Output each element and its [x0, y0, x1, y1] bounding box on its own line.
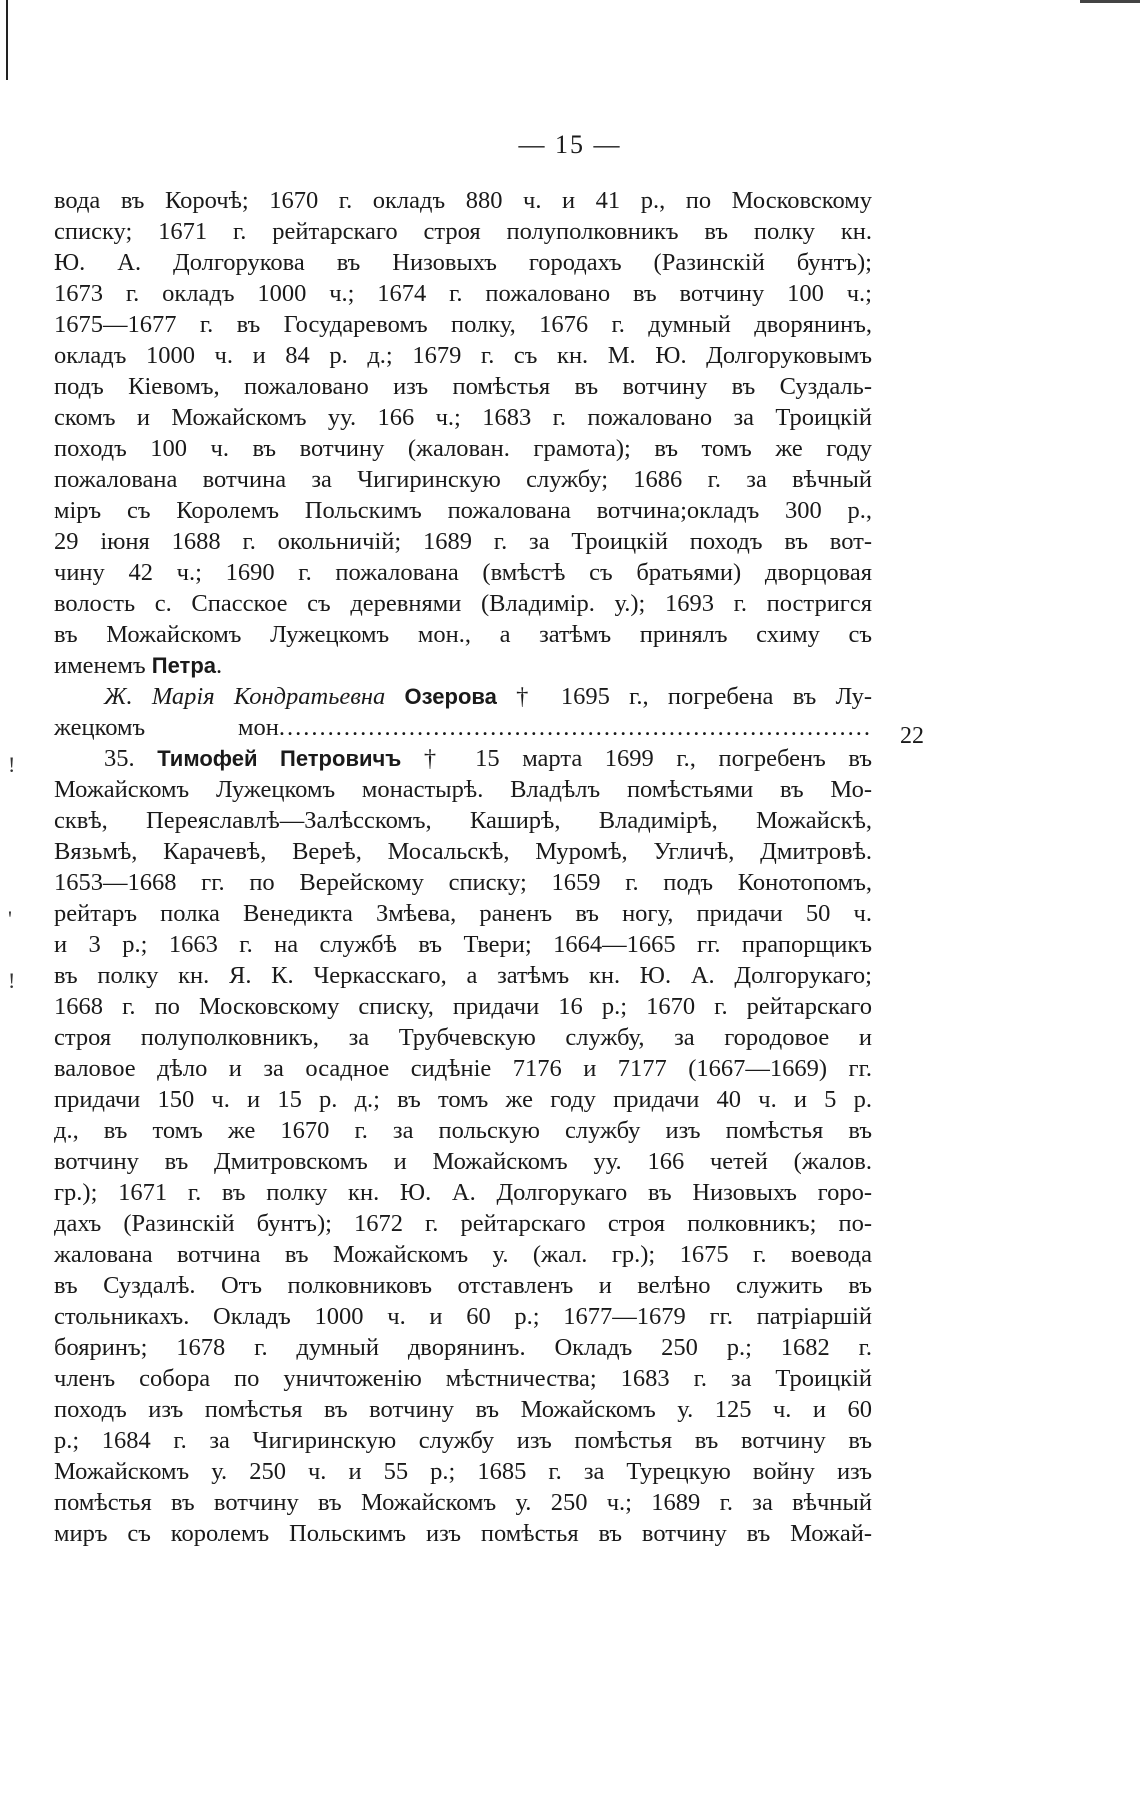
text-line: въ Можайскомъ Лужецкомъ мон., а затѣмъ принялъ схиму съ: [54, 621, 872, 648]
text-line: чину 42 ч.; 1690 г. пожалована (вмѣстѣ съ братьями) дворцовая: [54, 559, 872, 586]
text-line: скомъ и Можайскомъ уу. 166 ч.; 1683 г. пожаловано за Троицкій: [54, 404, 872, 431]
text-line: Можайскомъ Лужецкомъ монастырѣ. Владѣлъ помѣстьями въ Мо-: [54, 776, 872, 803]
text-line: бояринъ; 1678 г. думный дворянинъ. Окладъ 250 р.; 1682 г.: [54, 1334, 872, 1361]
text-line: походъ изъ помѣстья въ вотчину въ Можайскомъ у. 125 ч. и 60: [54, 1396, 872, 1423]
text-line: окладъ 1000 ч. и 84 р. д.; 1679 г. съ кн. М. Ю. Долгоруковымъ: [54, 342, 872, 369]
text-line: въ Суздалѣ. Отъ полковниковъ отставленъ и велѣно служить въ: [54, 1272, 872, 1299]
margin-mark: !: [8, 968, 16, 993]
margin-page-ref: 22: [900, 723, 924, 749]
text-line: Вязьмѣ, Карачевѣ, Вереѣ, Мосальскѣ, Муромѣ, Угличѣ, Дмитровѣ.: [54, 838, 872, 865]
wife-surname: Озерова: [404, 684, 497, 709]
text-line: 1675—1677 г. въ Государевомъ полку, 1676 г. думный дворянинъ,: [54, 311, 872, 338]
wife-details-cont: жецкомъ мон: [54, 714, 279, 741]
text-line: пожалована вотчина за Чигиринскую службу; 1686 г. за вѣчный: [54, 466, 872, 493]
text-line: р.; 1684 г. за Чигиринскую службу изъ помѣстья въ вотчину въ: [54, 1427, 872, 1454]
text-line: Ю. А. Долгорукова въ Низовыхъ городахъ (Разинскій бунтъ);: [54, 249, 872, 276]
text-line: 1668 г. по Московскому списку, придачи 16 р.; 1670 г. рейтарскаго: [54, 993, 872, 1020]
scan-edge-mark-top: [1080, 0, 1140, 3]
text-fragment: именемъ: [54, 652, 152, 679]
entry-35-heading: [54, 743, 872, 774]
scan-edge-mark: [6, 0, 8, 80]
text-line: походъ 100 ч. въ вотчину (жалован. грамота); въ томъ же году: [54, 435, 872, 462]
entry-details: † 15 марта 1699 г., погребенъ въ: [401, 745, 872, 772]
text-line: Можайскомъ у. 250 ч. и 55 р.; 1685 г. за Турецкую войну изъ: [54, 1458, 872, 1485]
text-line: сквѣ, Переяславлѣ—Залѣсскомъ, Каширѣ, Владимірѣ, Можайскѣ,: [54, 807, 872, 834]
name-petr: Петра: [151, 653, 216, 678]
wife-name: Марія Кондратьевна: [151, 683, 386, 710]
text-line: миръ съ королемъ Польскимъ изъ помѣстья въ вотчину въ Можай-: [54, 1520, 872, 1547]
text-line: дахъ (Разинскій бунтъ); 1672 г. рейтарскаго строя полковникъ; по-: [54, 1210, 872, 1237]
text-line: вотчину въ Дмитровскомъ и Можайскомъ уу. 166 четей (жалов.: [54, 1148, 872, 1175]
text-line: валовое дѣло и за осадное сидѣніе 7176 и 7177 (1667—1669) гг.: [54, 1055, 872, 1082]
text-line: членъ собора по уничтоженію мѣстничества; 1683 г. за Троицкій: [54, 1365, 872, 1392]
text-line: придачи 150 ч. и 15 р. д.; въ томъ же году придачи 40 ч. и 5 р.: [54, 1086, 872, 1113]
body-text: [54, 185, 872, 1549]
dot-leader: .........................................................................: [278, 714, 872, 741]
text-line: рейтаръ полка Венедикта Змѣева, раненъ въ ногу, придачи 50 ч.: [54, 900, 872, 927]
entry-name: Тимофей Петровичъ: [157, 746, 402, 771]
margin-mark: ': [8, 906, 12, 931]
text-line: волость с. Спасское съ деревнями (Владимір. у.); 1693 г. постригся: [54, 590, 872, 617]
text-line: [54, 650, 872, 681]
text-line: міръ съ Королемъ Польскимъ пожалована вотчина;окладъ 300 р.,: [54, 497, 872, 524]
wife-label: Ж.: [104, 683, 152, 710]
text-line: и 3 р.; 1663 г. на службѣ въ Твери; 1664—1665 гг. прапорщикъ: [54, 931, 872, 958]
text-line: стольникахъ. Окладъ 1000 ч. и 60 р.; 1677—1679 гг. патріаршій: [54, 1303, 872, 1330]
text-line: 1673 г. окладъ 1000 ч.; 1674 г. пожаловано въ вотчину 100 ч.;: [54, 280, 872, 307]
margin-mark: !: [8, 752, 16, 777]
text-line: подъ Кіевомъ, пожаловано изъ помѣстья въ вотчину въ Суздаль-: [54, 373, 872, 400]
text-line: гр.); 1671 г. въ полку кн. Ю. А. Долгорукаго въ Низовыхъ горо-: [54, 1179, 872, 1206]
text-line: жалована вотчина въ Можайскомъ у. (жал. гр.); 1675 г. воевода: [54, 1241, 872, 1268]
text-line: въ полку кн. Я. К. Черкасскаго, а затѣмъ кн. Ю. А. Долгорукаго;: [54, 962, 872, 989]
text-line: 1653—1668 гг. по Верейскому списку; 1659 г. подъ Конотопомъ,: [54, 869, 872, 896]
entry-number: 35.: [104, 745, 158, 772]
text-line: списку; 1671 г. рейтарскаго строя полуполковникъ въ полку кн.: [54, 218, 872, 245]
wife-entry-line2: [54, 712, 872, 743]
text-line: строя полуполковникъ, за Трубчевскую службу, за городовое и: [54, 1024, 872, 1051]
text-fragment: .: [216, 652, 223, 679]
text-line: помѣстья въ вотчину въ Можайскомъ у. 250 ч.; 1689 г. за вѣчный: [54, 1489, 872, 1516]
page-number: — 15 —: [518, 130, 622, 159]
text-line: д., въ томъ же 1670 г. за польскую службу изъ помѣстья въ: [54, 1117, 872, 1144]
wife-details: † 1695 г., погребена въ Лу-: [496, 683, 872, 710]
wife-entry: [54, 681, 872, 712]
text-line: 29 іюня 1688 г. окольничій; 1689 г. за Троицкій походъ въ вот-: [54, 528, 872, 555]
text-line: вода въ Корочѣ; 1670 г. окладъ 880 ч. и 41 р., по Московскому: [54, 187, 872, 214]
